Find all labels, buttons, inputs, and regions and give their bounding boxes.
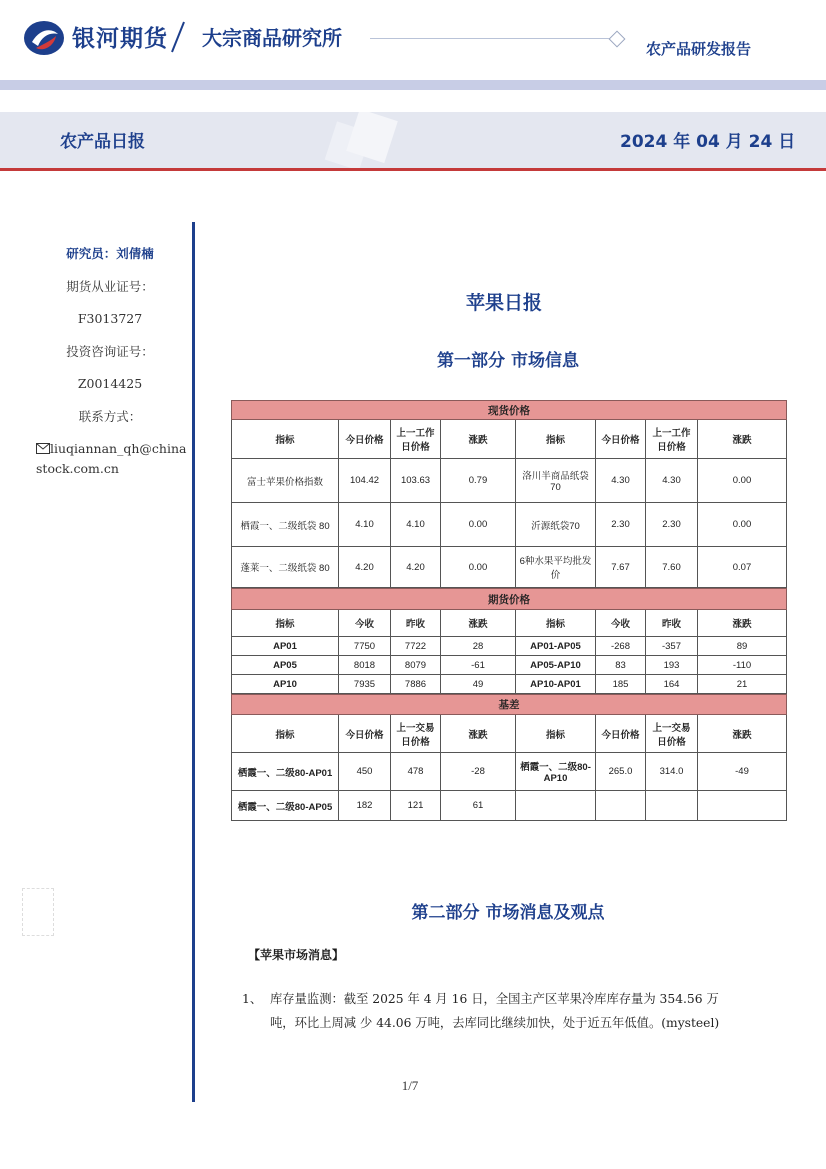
header-stripe	[0, 80, 826, 90]
table-cell: AP05	[232, 656, 339, 675]
table-cell: 121	[391, 791, 441, 821]
part1-heading: 第一部分 市场信息	[437, 351, 579, 371]
table-header-row	[232, 610, 787, 637]
table-cell: 0.00	[698, 459, 787, 503]
table-cell: AP10-AP01	[516, 675, 596, 694]
table-cell: -357	[646, 637, 698, 656]
header-cell: 昨收	[646, 610, 698, 637]
table-cell: 0.00	[698, 503, 787, 547]
email-address[interactable]: liuqiannan_qh@chinastock.com.cn	[36, 441, 187, 476]
table-cell: -49	[698, 753, 787, 791]
table-cell: 富士苹果价格指数	[232, 459, 339, 503]
header-cell: 指标	[232, 715, 339, 753]
header-cell: 指标	[232, 420, 339, 459]
news-number: 1、	[242, 992, 263, 1006]
table-cell: 4.20	[391, 547, 441, 588]
header-cell: 指标	[232, 610, 339, 637]
header-cell: 上一交易日价格	[646, 715, 698, 753]
table-row	[232, 791, 787, 821]
table-cell: 164	[646, 675, 698, 694]
table-cell: 0.00	[441, 503, 516, 547]
report-title: 苹果日报	[465, 292, 542, 314]
table-cell	[698, 791, 787, 821]
basis-table	[231, 694, 787, 821]
table-cell: 49	[441, 675, 516, 694]
news-text-line1: 库存量监测：截至 2025 年 4 月 16 日，全国主产区苹果冷库库存量为 354.56 万	[270, 992, 719, 1006]
table-cell: AP10	[232, 675, 339, 694]
table-cell: 4.10	[391, 503, 441, 547]
header-cell: 今日价格	[596, 420, 646, 459]
header-cell: 今日价格	[339, 420, 391, 459]
table-row	[232, 547, 787, 588]
header-cell: 涨跌	[698, 420, 787, 459]
table-cell: 103.63	[391, 459, 441, 503]
table-cell: 185	[596, 675, 646, 694]
section-title: 现货价格	[232, 401, 787, 420]
header-cell: 今收	[596, 610, 646, 637]
header-cell: 今日价格	[596, 715, 646, 753]
consult-number: Z0014425	[77, 376, 143, 391]
table-cell: 0.79	[441, 459, 516, 503]
futures-price-table	[231, 588, 787, 694]
table-cell: 8079	[391, 656, 441, 675]
news-heading: 【苹果市场消息】	[248, 948, 345, 962]
page-number: 1/7	[401, 1078, 419, 1093]
table-cell: 栖霞一、二级80-AP01	[232, 753, 339, 791]
table-header-row	[232, 715, 787, 753]
header-cell: 涨跌	[441, 610, 516, 637]
table-cell: -268	[596, 637, 646, 656]
table-cell: 6种水果平均批发价	[516, 547, 596, 588]
galaxy-logo-icon	[22, 18, 66, 58]
table-cell: 314.0	[646, 753, 698, 791]
table-cell: 7.67	[596, 547, 646, 588]
author-sidebar	[30, 238, 190, 479]
table-cell: 沂源纸袋70	[516, 503, 596, 547]
table-cell: 2.30	[646, 503, 698, 547]
table-cell: -28	[441, 753, 516, 791]
header-cell: 今日价格	[339, 715, 391, 753]
sidebar-divider	[192, 222, 195, 1102]
table-cell: 89	[698, 637, 787, 656]
table-cell	[516, 791, 596, 821]
table-cell: 450	[339, 753, 391, 791]
header-cell: 上一工作日价格	[646, 420, 698, 459]
table-cell: AP01	[232, 637, 339, 656]
table-cell: 2.30	[596, 503, 646, 547]
table-cell: 21	[698, 675, 787, 694]
table-cell: 栖霞一、二级纸袋 80	[232, 503, 339, 547]
band-title: 农产品日报	[60, 132, 145, 152]
table-cell: 265.0	[596, 753, 646, 791]
margin-mark	[22, 888, 54, 936]
table-row	[232, 459, 787, 503]
table-cell: 4.30	[646, 459, 698, 503]
header-cell: 涨跌	[698, 610, 787, 637]
report-date: 2024 年 04 月 24 日	[620, 132, 796, 152]
header-cell: 上一工作日价格	[391, 420, 441, 459]
table-cell: 4.10	[339, 503, 391, 547]
table-cell: 104.42	[339, 459, 391, 503]
table-row	[232, 656, 787, 675]
header-cell: 涨跌	[441, 715, 516, 753]
table-row	[232, 753, 787, 791]
table-cell: -61	[441, 656, 516, 675]
band-decoration	[300, 112, 420, 168]
table-cell: 7935	[339, 675, 391, 694]
news-text-line2: 吨，环比上周减 少 44.06 万吨，去库同比继续加快，处于近五年低值。(mysteel)	[270, 1016, 720, 1030]
table-cell: 193	[646, 656, 698, 675]
license-label: 期货从业证号：	[66, 278, 154, 294]
news-item	[242, 987, 788, 1035]
brand-name: 银河期货	[72, 26, 168, 52]
header-cell: 涨跌	[441, 420, 516, 459]
header-decor-line	[370, 38, 616, 39]
table-cell: 栖霞一、二级80-AP10	[516, 753, 596, 791]
table-header-row	[232, 420, 787, 459]
table-cell: 61	[441, 791, 516, 821]
table-cell: 478	[391, 753, 441, 791]
table-cell: 182	[339, 791, 391, 821]
table-row	[232, 503, 787, 547]
table-cell: 7886	[391, 675, 441, 694]
table-cell: 0.07	[698, 547, 787, 588]
consult-label: 投资咨询证号：	[66, 343, 154, 359]
researcher-name: 研究员：刘倩楠	[66, 246, 154, 261]
report-type: 农产品研发报告	[646, 40, 752, 58]
table-cell: 蓬莱一、二级纸袋 80	[232, 547, 339, 588]
section-title: 期货价格	[232, 589, 787, 610]
header-cell: 上一交易日价格	[391, 715, 441, 753]
section-title: 基差	[232, 695, 787, 715]
table-cell: 0.00	[441, 547, 516, 588]
table-row	[232, 637, 787, 656]
mail-icon	[36, 443, 50, 454]
table-row	[232, 675, 787, 694]
table-cell: AP01-AP05	[516, 637, 596, 656]
table-cell: AP05-AP10	[516, 656, 596, 675]
header-cell: 指标	[516, 610, 596, 637]
table-cell: 28	[441, 637, 516, 656]
table-cell: -110	[698, 656, 787, 675]
header-red-line	[0, 168, 826, 171]
institute-name: 大宗商品研究所	[202, 26, 342, 50]
table-cell: 7.60	[646, 547, 698, 588]
table-cell: 7722	[391, 637, 441, 656]
table-cell	[596, 791, 646, 821]
table-cell: 洛川半商品纸袋70	[516, 459, 596, 503]
table-cell: 8018	[339, 656, 391, 675]
license-number: F3013727	[77, 311, 143, 326]
divider-slash	[168, 20, 188, 54]
header-cell: 涨跌	[698, 715, 787, 753]
table-cell: 4.20	[339, 547, 391, 588]
header-cell: 今收	[339, 610, 391, 637]
table-cell: 栖霞一、二级80-AP05	[232, 791, 339, 821]
header-cell: 昨收	[391, 610, 441, 637]
header-cell: 指标	[516, 420, 596, 459]
contact-label: 联系方式：	[78, 408, 142, 424]
table-cell	[646, 791, 698, 821]
spot-price-table	[231, 400, 787, 588]
header-cell: 指标	[516, 715, 596, 753]
table-cell: 83	[596, 656, 646, 675]
part2-heading: 第二部分 市场消息及观点	[411, 903, 605, 923]
table-cell: 4.30	[596, 459, 646, 503]
table-cell: 7750	[339, 637, 391, 656]
email-row	[30, 439, 190, 479]
